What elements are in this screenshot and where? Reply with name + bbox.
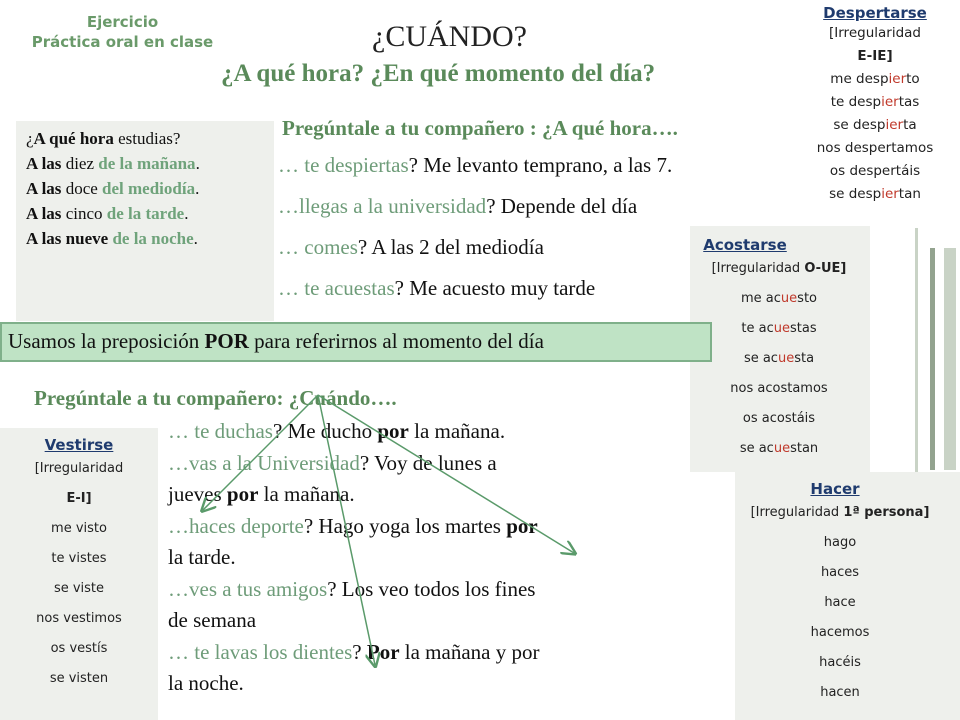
conjugation-row [690,284,868,314]
question-answer-line [168,542,688,574]
text-segment: la noche. [168,671,244,695]
conjugation-row [690,434,868,464]
page-subtitle: ¿A qué hora? ¿En qué momento del día? [221,60,656,87]
conj-ending: tas [898,94,920,110]
conj-ending: tan [898,186,921,202]
hora-answer-line [26,178,274,199]
vestirse-panel [0,428,158,720]
question-text: …llegas a la universidad [278,194,487,218]
conj-ending: ta [903,117,917,133]
acostarse-forms [690,284,868,464]
vestirse-irreg-line2: E-I] [66,491,92,506]
hora-a-las: A las [26,179,62,198]
text-segment: jueves [168,482,227,506]
conjugation-row: os vestís [50,641,108,656]
question-answer-line [168,511,688,543]
conj-stem: nos despertamos [816,140,934,156]
hora-answer-line [26,228,274,249]
conj-irregular-part: ue [773,441,791,456]
conjugation-row: hacen [820,685,860,700]
conjugation-row [690,404,868,434]
conj-stem: se ac [743,351,778,366]
exercise-label [20,12,225,52]
decorative-line [944,248,956,470]
text-segment: la mañana. [258,482,355,506]
text-segment: ? Me ducho [272,419,378,443]
vestirse-irreg-line1: [Irregularidad [34,461,124,476]
conj-stem: nos acostamos [730,381,828,396]
hora-period: de la noche [112,229,194,248]
despertarse-irreg-line1: [Irregularidad [829,25,921,41]
question-answer-line [168,605,688,637]
question-text: … comes [278,235,358,259]
hora-number: doce [61,179,103,198]
conj-stem: me ac [741,291,781,306]
hacer-irreg: [Irregularidad 1ª persona] [750,505,930,520]
text-segment: de semana [168,608,257,632]
conj-stem: se desp [833,117,886,133]
conj-ending: sta [794,351,815,366]
hora-answers [16,153,274,249]
conj-stem: se desp [829,186,882,202]
conjugation-row [690,344,868,374]
hora-a-las: A las [26,154,62,173]
decorative-line [930,248,935,470]
question-answer-line [278,146,798,187]
conjugation-row [690,314,868,344]
answer-text: ? Depende del día [486,194,638,218]
por-banner-text: Usamos la preposición POR para referirnos al momento del día [8,329,544,353]
question-answer-line [168,637,688,669]
question-list-2 [168,416,688,700]
conjugation-row [790,91,960,114]
conj-irregular-part: ier [885,117,904,133]
hora-dot: . [184,204,189,223]
conj-stem: se ac [739,441,774,456]
conj-irregular-part: ue [777,351,795,366]
answer-text: ? A las 2 del mediodía [357,235,544,259]
hora-example-box [16,121,274,321]
conjugation-row: me visto [51,521,107,536]
despertarse-irreg-line2: E-IE] [857,48,893,64]
hora-dot: . [193,229,198,248]
conjugation-row [790,68,960,91]
text-segment: … te lavas los dientes [168,639,353,664]
hacer-panel [735,472,960,720]
conjugation-row [790,183,960,206]
despertarse-panel [790,0,960,228]
acostarse-panel [690,226,870,472]
question-answer-line [168,479,688,511]
text-segment: …vas a la Universidad [168,450,360,475]
conjugation-row: haces [820,565,860,580]
conjugation-row: se visten [49,671,109,686]
question-answer-line [168,448,688,480]
text-segment: ? [352,639,367,664]
answer-text: ? Me levanto temprano, a las 7. [408,153,673,177]
page-title: ¿CUÁNDO? [372,20,527,53]
text-segment: ? Los veo todos los fines [327,576,536,601]
conj-stem: os despertáis [829,163,921,179]
text-segment: …haces deporte [168,513,304,538]
conj-irregular-part: ier [881,186,899,202]
hora-number: diez [61,154,99,173]
conjugation-row [790,160,960,183]
question-text: … te acuestas [278,276,395,300]
despertarse-forms [790,68,960,206]
text-segment: por [506,513,538,538]
hora-answer-line [26,203,274,224]
question-answer-line [278,187,798,228]
vestirse-title: Vestirse [44,436,114,454]
conj-ending: to [906,71,920,87]
question-answer-line [168,416,688,448]
exercise-line1: Ejercicio [86,13,159,31]
conjugation-row: hago [823,535,857,550]
hora-period: del mediodía [102,179,196,198]
text-segment: la tarde. [168,545,236,569]
conj-irregular-part: ue [773,321,790,336]
question-heading-2: Pregúntale a tu compañero: ¿Cuándo…. [34,386,397,410]
question-answer-line [168,668,688,700]
conjugation-row [690,374,868,404]
conjugation-row: hacéis [819,655,861,670]
conj-ending: stas [789,321,817,336]
conj-irregular-part: ue [780,291,798,306]
hacer-forms [735,528,945,708]
conj-irregular-part: ier [888,71,907,87]
conj-irregular-part: ier [881,94,899,110]
hora-answer-line [26,153,274,174]
hora-number: cinco [61,204,107,223]
conj-ending: sto [797,291,817,306]
conjugation-row: hacemos [810,625,870,640]
hora-dot: . [195,154,200,173]
question-heading-1: Pregúntale a tu compañero : ¿A qué hora…. [282,116,678,140]
por-banner [0,322,712,362]
text-segment: la mañana. [408,419,506,443]
conjugation-row: hace [824,595,856,610]
hora-a-las: A las nueve [26,229,109,248]
conjugation-row: te vistes [51,551,107,566]
hora-question: ¿A qué hora estudias? [26,129,181,148]
answer-text: ? Me acuesto muy tarde [394,276,596,300]
hacer-title: Hacer [810,480,860,498]
question-text: … te despiertas [278,153,409,177]
question-answer-line [168,574,688,606]
vestirse-forms [0,514,158,694]
exercise-line2: Práctica oral en clase [31,33,214,51]
hora-a-las: A las [26,204,62,223]
conjugation-row [790,114,960,137]
conj-stem: me desp [830,71,889,87]
hora-dot: . [195,179,200,198]
conj-stem: te ac [741,321,774,336]
conjugation-row: se viste [53,581,105,596]
text-segment: … te duchas [168,419,273,443]
conjugation-row [790,137,960,160]
text-segment: ? Hago yoga los martes [303,513,507,538]
text-segment: ? Voy de lunes a [359,450,497,475]
text-segment: la mañana y por [399,639,540,664]
text-segment: Por [366,639,400,664]
despertarse-title: Despertarse [823,4,927,22]
text-segment: por [226,482,259,506]
acostarse-title: Acostarse [703,236,787,254]
text-segment: por [377,419,409,443]
text-segment: …ves a tus amigos [168,576,328,601]
hora-period: de la tarde [106,204,185,223]
hora-period: de la mañana [98,154,196,173]
conj-stem: te desp [830,94,882,110]
conj-ending: stan [790,441,819,456]
conj-stem: os acostáis [742,411,816,426]
acostarse-irreg: [Irregularidad O-UE] [711,261,847,276]
conjugation-row: nos vestimos [36,611,122,626]
